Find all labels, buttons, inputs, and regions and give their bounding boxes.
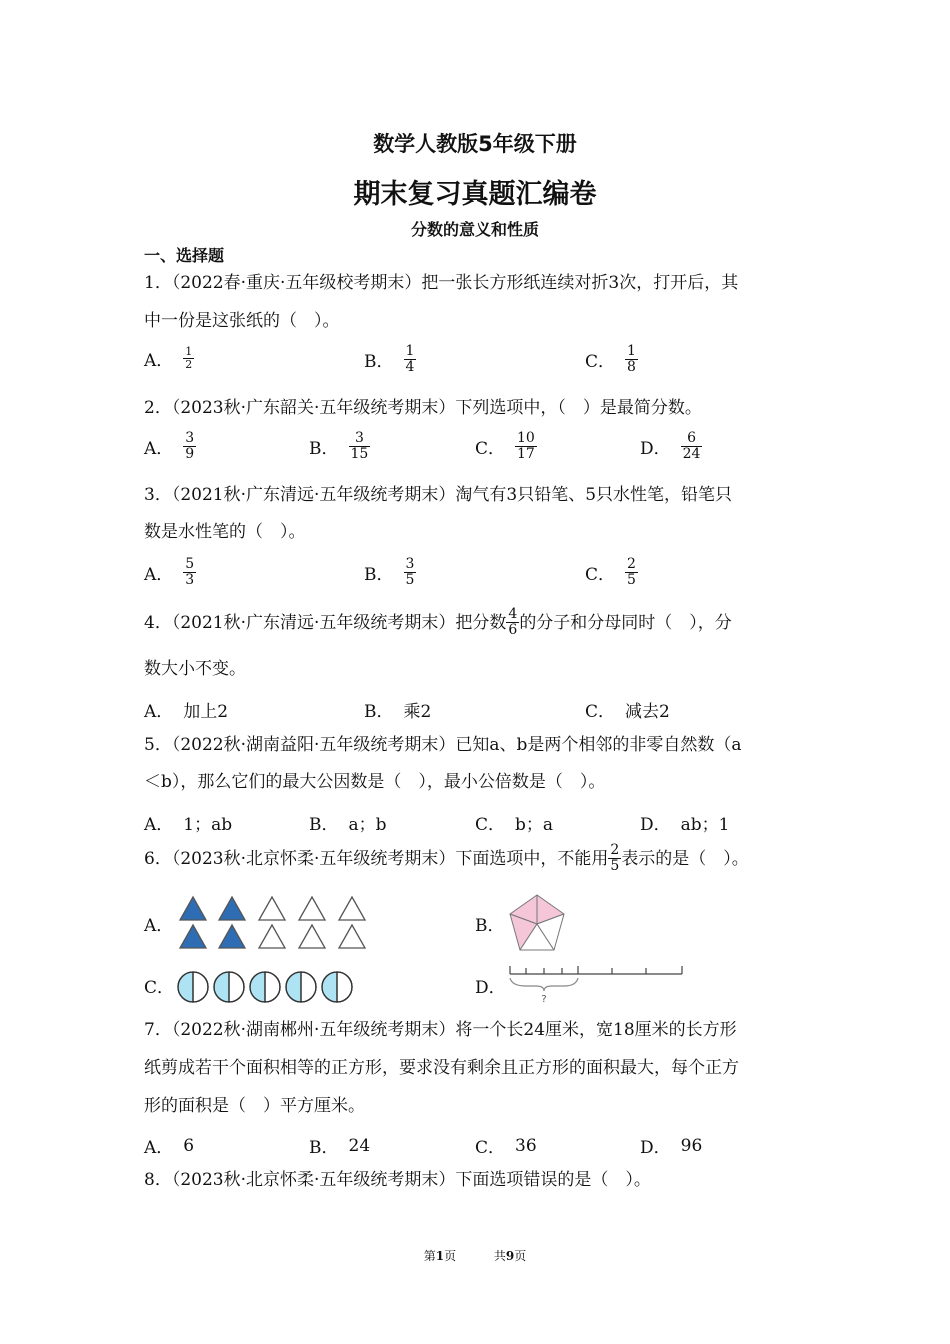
triangle-empty	[339, 925, 365, 948]
option-b-pentagon-figure	[505, 892, 569, 954]
question-5-line-2: ＜b），那么它们的最大公因数是（ ），最小公倍数是（ ）。	[144, 772, 606, 792]
option-label: A．	[144, 1138, 174, 1158]
question-6-text-after: 表示的是（ ）。	[621, 848, 749, 869]
half-circle-group	[286, 972, 316, 1002]
question-7-option-c[interactable]	[475, 1133, 537, 1158]
option-label: A．	[144, 565, 174, 585]
question-7-line-3: 形的面积是（ ）平方厘米。	[144, 1096, 365, 1116]
question-6-option-b-label[interactable]: B．	[475, 916, 505, 936]
option-d-line-segment-figure	[506, 962, 688, 1008]
option-label: C．	[475, 1138, 506, 1158]
option-label: B．	[364, 352, 394, 372]
option-label: A．	[144, 351, 174, 371]
half-circle-group	[178, 972, 208, 1002]
question-6-option-a-label[interactable]: A．	[144, 916, 174, 936]
question-7-line-2: 纸剪成若干个面积相等的正方形，要求没有剩余且正方形的面积最大，每个正方	[144, 1058, 739, 1078]
fraction: $\frac{6}{24}$	[682, 430, 701, 462]
question-1-line-1: 1．（2022春·重庆·五年级校考期末）把一张长方形纸连续对折3次，打开后，其	[144, 273, 739, 293]
question-4-option-b[interactable]	[364, 697, 431, 722]
option-label: D．	[640, 1138, 671, 1158]
fraction: $\frac{1}{2}$	[185, 345, 193, 371]
question-4-option-c[interactable]	[585, 697, 670, 722]
question-4-line-2: 数大小不变。	[144, 659, 246, 679]
option-label: B．	[364, 702, 394, 722]
option-text: 24	[348, 1135, 371, 1156]
question-3-option-a[interactable]	[144, 557, 196, 588]
question-7-option-b[interactable]	[309, 1133, 370, 1158]
option-label: B．	[309, 1138, 339, 1158]
question-4-text-after: 的分子和分母同时（ ），分	[519, 612, 732, 633]
question-4-text-before: 4．（2021秋·广东清远·五年级统考期末）把分数	[144, 612, 507, 633]
option-text: 6	[183, 1135, 195, 1156]
option-label: B．	[309, 815, 339, 835]
question-1-option-a[interactable]	[144, 346, 194, 371]
question-6-text-before: 6．（2023秋·北京怀柔·五年级统考期末）下面选项中，不能用	[144, 848, 609, 869]
question-3-option-c[interactable]	[585, 557, 638, 588]
option-label: D．	[640, 815, 671, 835]
fraction: $\frac{10}{17}$	[517, 430, 535, 462]
page-footer	[0, 1247, 950, 1264]
question-4-line-1	[144, 607, 732, 638]
question-1-option-c[interactable]	[585, 344, 638, 375]
option-label: A．	[144, 702, 174, 722]
question-1-line-2: 中一份是这张纸的（ ）。	[144, 311, 340, 331]
option-text: 1；ab	[183, 815, 233, 835]
option-c-circles-figure	[175, 968, 361, 1006]
option-label: C．	[585, 565, 616, 585]
question-3-option-b[interactable]	[364, 557, 416, 588]
option-label: C．	[475, 439, 506, 459]
fraction: $\frac{3}{9}$	[185, 430, 195, 462]
question-5-option-d[interactable]	[640, 810, 729, 835]
option-label: D．	[640, 439, 671, 459]
option-label: A．	[144, 815, 174, 835]
section-heading: 一、选择题	[144, 246, 225, 265]
question-2-option-d[interactable]	[640, 431, 702, 462]
fraction: $\frac{2}{5}$	[627, 556, 636, 588]
triangle-empty	[259, 897, 285, 920]
triangle-empty	[299, 897, 325, 920]
question-6-line-1	[144, 843, 749, 874]
question-6-option-d-label[interactable]: D．	[475, 978, 506, 998]
option-label: B．	[364, 565, 394, 585]
question-5-option-b[interactable]	[309, 810, 387, 835]
option-label: B．	[309, 439, 339, 459]
triangle-filled	[180, 897, 206, 920]
series-title: 数学人教版5年级下册	[373, 132, 577, 156]
fraction: $\frac{3}{5}$	[405, 556, 415, 588]
question-2-line-1: 2．（2023秋·广东韶关·五年级统考期末）下列选项中，（ ）是最简分数。	[144, 398, 702, 418]
question-5-option-c[interactable]	[475, 810, 553, 835]
fraction: $\frac{1}{4}$	[405, 343, 415, 375]
question-7-option-d[interactable]	[640, 1133, 702, 1158]
fraction: $\frac{4}{6}$	[508, 606, 518, 638]
fraction: $\frac{3}{15}$	[350, 430, 369, 462]
total-pages: 共9页	[493, 1249, 527, 1263]
page-number: 第1页	[423, 1249, 457, 1263]
option-label: C．	[585, 702, 616, 722]
triangle-empty	[299, 925, 325, 948]
option-text: a；b	[348, 815, 387, 835]
option-text: 96	[680, 1135, 703, 1156]
triangle-empty	[339, 897, 365, 920]
half-circle-group	[250, 972, 280, 1002]
option-text: b；a	[515, 815, 554, 835]
triangle-filled	[219, 897, 245, 920]
question-4-option-a[interactable]	[144, 697, 228, 722]
triangle-filled	[180, 925, 206, 948]
fraction: $\frac{2}{5}$	[610, 842, 620, 874]
triangle-empty	[259, 925, 285, 948]
question-5-option-a[interactable]	[144, 810, 232, 835]
option-text: 减去2	[625, 702, 670, 722]
option-text: 36	[515, 1135, 537, 1156]
main-title: 期末复习真题汇编卷	[353, 179, 597, 210]
option-text: ab；1	[680, 815, 730, 835]
question-5-line-1: 5．（2022秋·湖南益阳·五年级统考期末）已知a、b是两个相邻的非零自然数（a	[144, 735, 742, 755]
option-a-triangles-figure	[176, 893, 372, 953]
half-circle-group	[322, 972, 352, 1002]
question-2-option-b[interactable]	[309, 431, 370, 462]
option-label: A．	[144, 439, 174, 459]
fraction: $\frac{1}{8}$	[627, 343, 636, 375]
option-text: 加上2	[183, 702, 229, 722]
option-text: 乘2	[403, 702, 432, 722]
question-7-option-a[interactable]	[144, 1133, 194, 1158]
question-7-line-1: 7．（2022秋·湖南郴州·五年级统考期末）将一个长24厘米，宽18厘米的长方形	[144, 1020, 737, 1040]
question-mark-label: ?	[541, 994, 547, 1005]
question-3-line-1: 3．（2021秋·广东清远·五年级统考期末）淘气有3只铅笔、5只水性笔，铅笔只	[144, 485, 733, 505]
question-1-option-b[interactable]	[364, 344, 416, 375]
question-8-line-1: 8．（2023秋·北京怀柔·五年级统考期末）下面选项错误的是（ ）。	[144, 1170, 651, 1190]
fraction: $\frac{5}{3}$	[185, 556, 195, 588]
half-circle-group	[214, 972, 244, 1002]
option-label: C．	[585, 352, 616, 372]
question-6-option-c-label[interactable]: C．	[144, 978, 175, 998]
question-3-line-2: 数是水性笔的（ ）。	[144, 522, 306, 542]
question-2-option-a[interactable]	[144, 431, 196, 462]
sub-title: 分数的意义和性质	[410, 220, 539, 239]
triangle-filled	[219, 925, 245, 948]
question-2-option-c[interactable]	[475, 431, 537, 462]
option-label: C．	[475, 815, 506, 835]
